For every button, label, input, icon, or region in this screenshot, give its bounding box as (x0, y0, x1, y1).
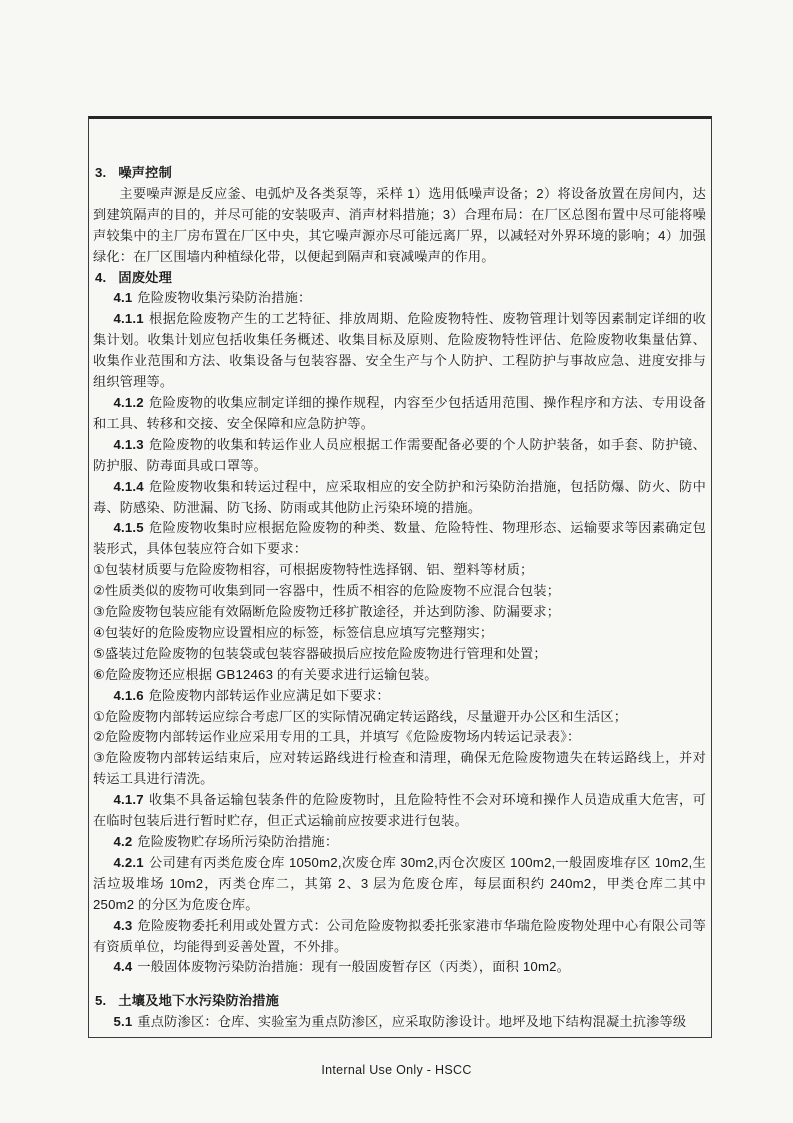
paragraph-text: ④包装好的危险废物应设置相应的标签，标签信息应填写完整翔实； (93, 624, 494, 640)
list-item (93, 707, 706, 728)
paragraph (93, 518, 706, 560)
section-solid-waste (93, 268, 706, 979)
paragraph-number: 4.3 (113, 917, 133, 933)
section-number: 4. (95, 269, 107, 285)
paragraph (93, 309, 706, 393)
paragraph-text: ①危险废物内部转运应综合考虑厂区的实际情况确定转运路线，尽量避开办公区和生活区； (93, 708, 628, 724)
paragraph-text: 危险废物收集和转运过程中，应采取相应的安全防护和污染防治措施，包括防爆、防火、防中毒、防感染、防泄漏、防飞扬、防雨或其他防止污染环境的措施。 (93, 478, 706, 515)
section-number: 5. (95, 993, 107, 1009)
paragraph (93, 393, 706, 435)
paragraph (93, 790, 706, 832)
paragraph-text: 收集不具备运输包装条件的危险废物时，且危险特性不会对环境和操作人员造成重大危害，可在临时包装后进行暂时贮存，但正式运输前应按要求进行包装。 (93, 792, 706, 829)
paragraph-number: 4.1.4 (113, 478, 144, 494)
table-cell (88, 116, 712, 1038)
list-item (93, 560, 706, 581)
list-item (93, 623, 706, 644)
list-item (93, 727, 706, 748)
footer-text: Internal Use Only - HSCC (321, 1063, 472, 1077)
paragraph-text: 危险废物收集污染防治措施： (137, 290, 312, 306)
paragraph-text: ③危险废物内部转运结束后，应对转运路线进行检查和清理，确保无危险废物遗失在转运路线上，并对转运工具进行清洗。 (93, 750, 706, 787)
paragraph-number: 4.1.7 (113, 792, 144, 808)
paragraph-text: 危险废物贮存场所污染防治措施： (137, 834, 339, 849)
paragraph (93, 184, 706, 268)
paragraph-text: 根据危险废物产生的工艺特征、排放周期、危险废物特性、废物管理计划等因素制定详细的收集计划。收集计划应包括收集任务概述、收集目标及原则、危险废物特性评估、危险废物收集量估算、收集作业范围和方法、收集设备与包装容器、安全生产与个人防护、工程防护与事故应急、进度安排与组织管理等。 (93, 311, 706, 390)
paragraph-text: ③危险废物包装应能有效隔断危险废物迁移扩散途径，并达到防渗、防漏要求； (93, 604, 561, 620)
section-title: 固废处理 (118, 269, 172, 285)
paragraph-number: 4.1.1 (113, 311, 144, 327)
list-item (93, 665, 706, 686)
paragraph-number: 4.1 (113, 290, 133, 306)
paragraph-number: 4.1.6 (113, 687, 144, 703)
paragraph (93, 832, 706, 853)
section-soil-groundwater (93, 991, 706, 1033)
paragraph-number: 4.2.1 (113, 854, 144, 870)
paragraph-text: 危险废物的收集和转运作业人员应根据工作需要配备必要的个人防护装备，如手套、防护镜、防护服、防毒面具或口罩等。 (93, 436, 706, 473)
list-item (93, 581, 706, 602)
paragraph (93, 916, 706, 958)
paragraph-number: 4.1.5 (113, 520, 144, 536)
section-title: 噪声控制 (118, 165, 172, 180)
paragraph-number: 4.4 (113, 959, 133, 975)
section-heading (93, 268, 706, 289)
paragraph-text: ⑥危险废物还应根据 GB12463 的有关要求进行运输包装。 (93, 666, 438, 682)
section-number: 3. (95, 165, 107, 180)
paragraph (93, 853, 706, 916)
list-item (93, 602, 706, 623)
paragraph-number: 4.1.3 (113, 436, 144, 452)
paragraph-text: ①包装材质要与危险废物相容，可根据废物特性选择钢、铝、塑料等材质； (93, 562, 534, 578)
page-footer (0, 1063, 793, 1077)
paragraph-number: 5.1 (113, 1014, 133, 1030)
paragraph-text: ②性质类似的废物可收集到同一容器中，性质不相容的危险废物不应混合包装； (93, 583, 561, 599)
paragraph-text: 危险废物委托利用或处置方式：公司危险废物拟委托张家港市华瑞危险废物处理中心有限公司等有资质单位，均能得到妥善处置，不外排。 (93, 917, 706, 954)
paragraph-text: ②危险废物内部转运作业应采用专用的工具，并填写《危险废物场内转运记录表》： (93, 729, 581, 745)
paragraph-number: 4.2 (113, 834, 133, 849)
paragraph (93, 686, 706, 707)
paragraph (93, 1012, 706, 1033)
paragraph (93, 288, 706, 309)
section-noise-control (93, 163, 706, 268)
paragraph-text: 一般固体废物污染防治措施：现有一般固废暂存区（丙类），面积 10m2。 (137, 959, 571, 975)
paragraph-text: 危险废物的收集应制定详细的操作规程，内容至少包括适用范围、操作程序和方法、专用设备和工具、转移和交接、安全保障和应急防护等。 (93, 394, 706, 431)
paragraph-number: 4.1.2 (113, 394, 144, 410)
paragraph (93, 957, 706, 978)
paragraph (93, 435, 706, 477)
paragraph-text: 公司建有丙类危废仓库 1050m2,次废仓库 30m2,丙仓次废区 100m2,一般固废堆存区 10m2,生活垃圾堆场 10m2，丙类仓库二，其第 2、3 层为危废仓库，每层面积约 240m2，甲类仓库二其中 250m2 的分区为危废仓库。 (93, 854, 706, 912)
paragraph-text: 危险废物内部转运作业应满足如下要求： (148, 687, 390, 703)
paragraph-text: 重点防渗区：仓库、实验室为重点防渗区，应采取防渗设计。地坪及地下结构混凝土抗渗等级 (137, 1014, 687, 1030)
list-item (93, 644, 706, 665)
section-heading (93, 163, 706, 184)
section-heading (93, 991, 706, 1012)
paragraph (93, 477, 706, 519)
section-title: 土壤及地下水污染防治措施 (118, 993, 280, 1009)
paragraph-text: 主要噪声源是反应釜、电弧炉及各类泵等，采样 1）选用低噪声设备；2）将设备放置在房间内，达到建筑隔声的目的，并尽可能的安装吸声、消声材料措施；3）合理布局：在厂区总图布置中尽可能将噪声较集中的主厂房布置在厂区中央，其它噪声源亦尽可能远离厂界，以减轻对外界环境的影响；4）加强绿化：在厂区围墙内种植绿化带，以便起到隔声和衰减噪声的作用。 (93, 185, 706, 264)
paragraph-text: ⑤盛装过危险废物的包装袋或包装容器破损后应按危险废物进行管理和处置； (93, 645, 547, 661)
list-item (93, 748, 706, 790)
paragraph-text: 危险废物收集时应根据危险废物的种类、数量、危险特性、物理形态、运输要求等因素确定包装形式，具体包装应符合如下要求： (93, 520, 706, 557)
